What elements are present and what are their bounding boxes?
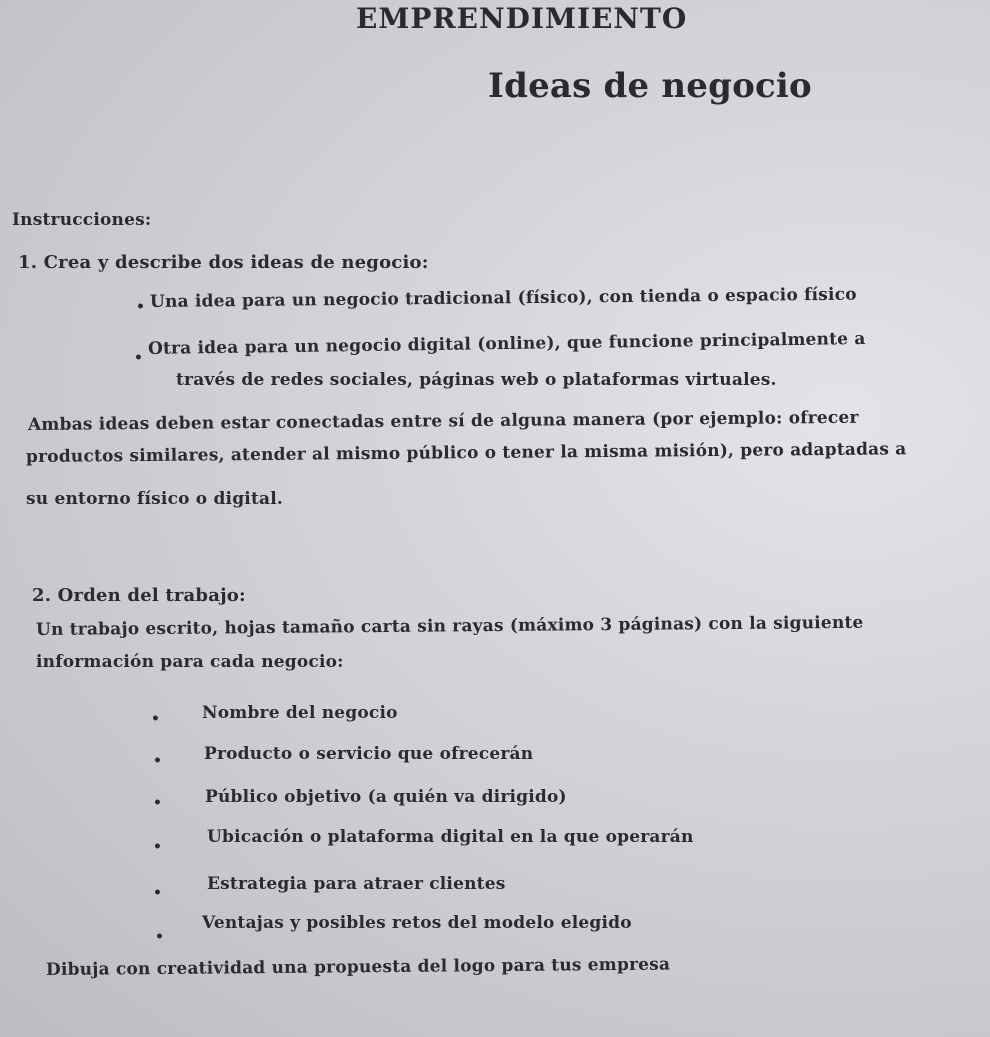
bullet-marker [153,886,162,900]
section1-bullet-1: Una idea para un negocio tradicional (físico), con tienda o espacio físico [149,284,857,312]
section2-item-5: Estrategia para atraer clientes [207,874,506,894]
section1-heading: 1. Crea y describe dos ideas de negocio: [18,252,429,273]
document-title: Ideas de negocio [488,66,812,106]
section2-item-2: Producto o servicio que ofrecerán [204,744,534,764]
closing-instruction: Dibuja con creatividad una propuesta del logo para tus empresa [45,954,671,980]
section2-item-4: Ubicación o plataforma digital en la que operarán [207,827,694,847]
section1-bullet-2-continuation: través de redes sociales, páginas web o plataformas virtuales. [176,370,777,390]
section1-bullet-2: Otra idea para un negocio digital (online), que funcione principalmente a [147,328,866,359]
section2-paragraph-line-2: información para cada negocio: [36,652,344,672]
section2-item-3: Público objetivo (a quién va dirigido) [205,787,567,807]
bullet-marker [134,351,143,365]
bullet-marker [151,712,160,726]
bullet-marker [153,754,162,768]
bullet-marker [155,930,164,944]
section1-paragraph-line-2: productos similares, atender al mismo público o tener la misma misión), pero adaptadas a [25,439,907,467]
bullet-marker [153,796,162,810]
document-header: EMPRENDIMIENTO [356,2,688,35]
instructions-label: Instrucciones: [12,210,152,230]
section2-paragraph-line-1: Un trabajo escrito, hojas tamaño carta sin rayas (máximo 3 páginas) con la siguiente [35,612,864,640]
section2-item-6: Ventajas y posibles retos del modelo elegido [202,913,632,933]
section2-heading: 2. Orden del trabajo: [32,585,246,606]
bullet-marker [153,840,162,854]
section2-item-1: Nombre del negocio [202,703,398,723]
section1-paragraph-line-3: su entorno físico o digital. [26,489,283,509]
bullet-marker [136,300,145,314]
section1-paragraph-line-1: Ambas ideas deben estar conectadas entre sí de alguna manera (por ejemplo: ofrecer [27,407,859,435]
